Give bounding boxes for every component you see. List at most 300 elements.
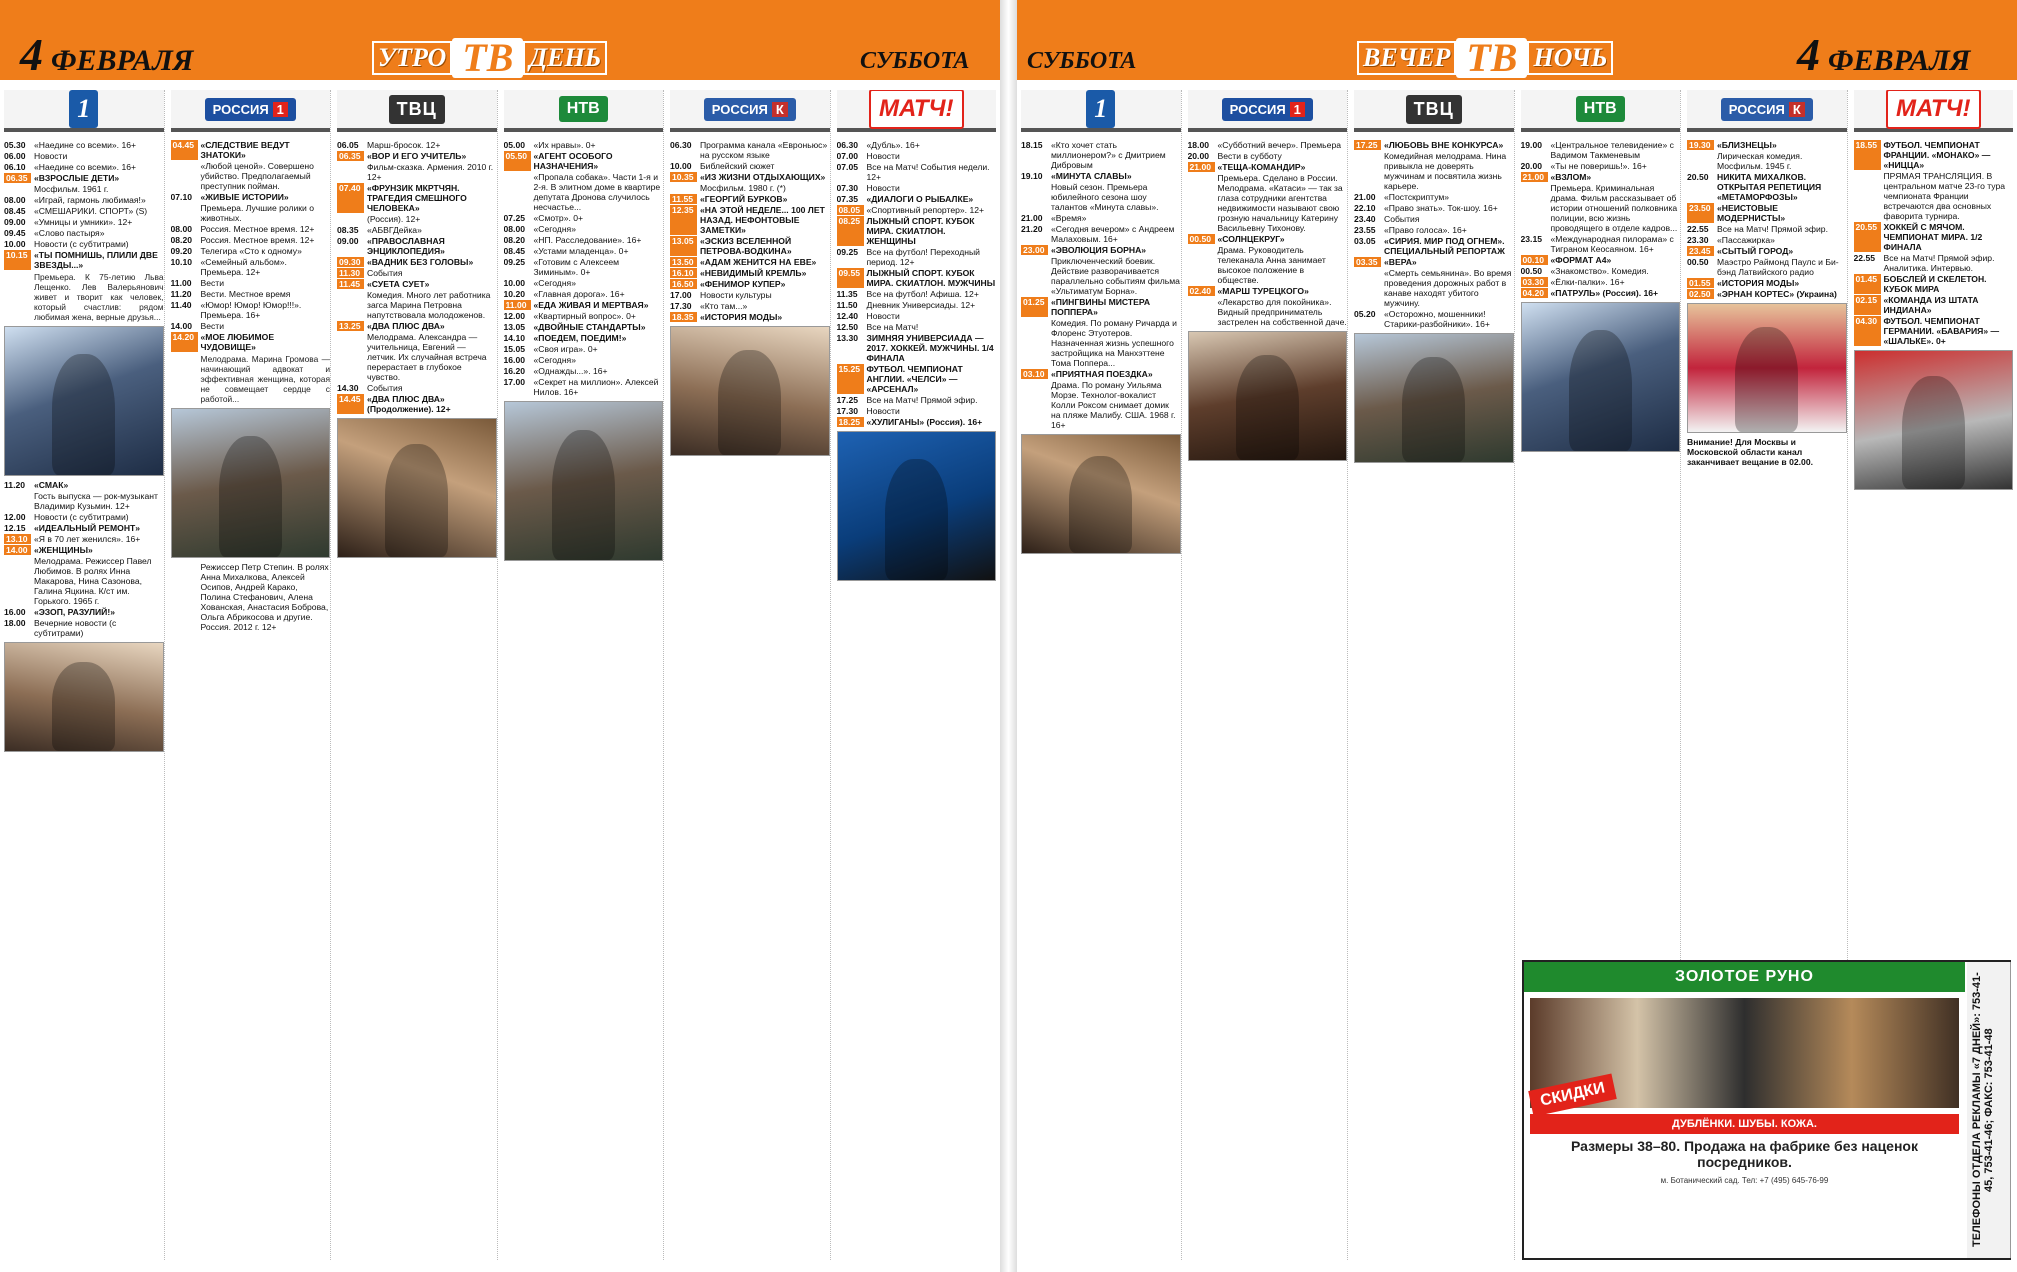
program-time: 08.20 [503, 235, 526, 245]
program-entry [1188, 140, 1348, 150]
program-time: 07.10 [170, 192, 193, 202]
left-weekday: СУББОТА [860, 48, 970, 74]
program-entry [1188, 162, 1348, 172]
program-title: Вечерние новости (с субтитрами) [34, 618, 117, 638]
program-entry [4, 206, 164, 216]
program-time: 18.15 [1021, 140, 1043, 150]
program-entry [4, 545, 164, 555]
program-entry [337, 321, 497, 331]
program-title: «НП. Расследование». 16+ [533, 235, 642, 245]
program-time: 13.25 [337, 321, 364, 331]
program-title: «ПРИЯТНАЯ ПОЕЗДКА» [1051, 369, 1153, 379]
program-time: 03.35 [1354, 257, 1381, 267]
program-title: «НА ЭТОЙ НЕДЕЛЕ... 100 ЛЕТ НАЗАД. НЕФОНТОВЫЕ ЗАМЕТКИ» [700, 205, 825, 235]
program-entry [4, 607, 164, 617]
program-entry [337, 236, 497, 256]
right-banner [1017, 0, 2017, 80]
program-time [1687, 151, 1717, 171]
program-entry [1854, 140, 2014, 170]
program-time: 12.00 [503, 311, 526, 321]
right-weekday: СУББОТА [1027, 48, 1137, 74]
column-russia-k-day [670, 90, 831, 1260]
program-time: 01.45 [1854, 274, 1881, 294]
program-title: ПРЯМАЯ ТРАНСЛЯЦИЯ. В центральном матче 23-го тура чемпионата Франции встречаются два основных фаворита турнира. [1883, 171, 2006, 221]
program-time: 10.15 [4, 250, 31, 270]
program-title: «Сегодня» [533, 355, 576, 365]
film-still-photo [670, 326, 830, 456]
program-entry [670, 172, 830, 182]
program-time: 12.50 [836, 322, 859, 332]
program-time: 20.50 [1687, 172, 1709, 182]
program-entry [504, 140, 664, 150]
program-title: «СЫТЫЙ ГОРОД» [1717, 246, 1794, 256]
program-title: «КОМАНДА ИЗ ШТАТА ИНДИАНА» [1883, 295, 1979, 315]
program-time: 08.00 [503, 224, 526, 234]
program-time: 02.50 [1687, 289, 1714, 299]
program-entry [837, 205, 997, 215]
program-time: 13.10 [4, 534, 31, 544]
program-entry [4, 173, 164, 183]
column-channel-one-evening [1021, 90, 1182, 1260]
program-title: «ЭСКИЗ ВСЕЛЕННОЙ ПЕТРОВА-ВОДКИНА» [700, 236, 792, 256]
program-time: 13.30 [836, 333, 859, 343]
program-entry [1521, 255, 1681, 265]
program-time: 00.10 [1521, 255, 1548, 265]
program-entry [504, 300, 664, 310]
program-entry [1521, 161, 1681, 171]
program-title: «ДИАЛОГИ О РЫБАЛКЕ» [866, 194, 974, 204]
program-entry [1354, 214, 1514, 224]
program-time: 23.15 [1520, 234, 1543, 244]
program-title: «АБВГДейка» [367, 225, 422, 235]
program-title: Вести. Местное время [200, 289, 291, 299]
program-title: Фильм-сказка. Армения. 2010 г. 12+ [367, 162, 494, 182]
program-time: 15.05 [503, 344, 526, 354]
program-title: Новости [866, 406, 900, 416]
program-title: «ФЕНИМОР КУПЕР» [700, 279, 786, 289]
program-title: «Ты не поверишь!». 16+ [1550, 161, 1647, 171]
program-entry [504, 246, 664, 256]
program-title: Новости [34, 151, 68, 161]
program-entry [337, 183, 497, 213]
program-title: Премьера. Лучшие ролики о животных. [200, 203, 315, 223]
ad-sizes-text: Размеры 38–80. Продажа на фабрике без наценок посредников. [1571, 1138, 1918, 1170]
program-entry [1521, 266, 1681, 276]
program-entry [337, 279, 497, 289]
right-date-num: 4 [1797, 29, 1820, 80]
program-entry [1854, 253, 2014, 273]
program-title: «Играй, гармонь любимая!» [34, 195, 146, 205]
logo-tv: ТВ [452, 38, 523, 78]
program-time: 23.45 [1687, 246, 1714, 256]
program-entry [504, 213, 664, 223]
program-title: «ИСТОРИЯ МОДЫ» [700, 312, 783, 322]
program-time: 14.20 [171, 332, 198, 352]
program-time: 17.25 [836, 395, 859, 405]
program-time: 21.20 [1021, 224, 1043, 234]
program-time [4, 184, 34, 194]
program-time: 23.55 [1354, 225, 1376, 235]
program-entry [171, 203, 331, 223]
program-time: 04.20 [1521, 288, 1548, 298]
footballer-photo [837, 431, 997, 581]
program-time: 16.00 [4, 607, 26, 617]
program-entry [1854, 295, 2014, 315]
program-entry [4, 140, 164, 150]
program-time: 05.00 [503, 140, 526, 150]
program-time: 09.25 [836, 247, 859, 257]
ad-brand-logo: ЗОЛОТОЕ РУНО [1524, 962, 1965, 992]
program-entry [1354, 140, 1514, 150]
program-title: БОБСЛЕЙ И СКЕЛЕТОН. КУБОК МИРА [1883, 274, 1987, 294]
program-time: 21.00 [1521, 172, 1548, 182]
program-time: 21.00 [1354, 192, 1376, 202]
program-time: 22.55 [1853, 253, 1876, 263]
program-title: «МОЕ ЛЮБИМОЕ ЧУДОВИЩЕ» [200, 332, 275, 352]
program-entry [1687, 140, 1847, 150]
program-description: Мелодрама. Марина Громова — начинающий адвокат и эффективная женщина, которая не совмещает сердце с работой... [200, 354, 330, 404]
program-time: 16.00 [503, 355, 526, 365]
program-title: «Готовим с Алексеем Зиминым». 0+ [533, 257, 620, 277]
program-entry [4, 184, 164, 194]
tvc-logo: ТВЦ [1354, 90, 1514, 132]
program-time [171, 161, 201, 191]
program-title: Вести в субботу [1217, 151, 1282, 161]
program-title: Драма. Руководитель телеканала Анна занимает высокое положение в обществе. [1217, 245, 1326, 285]
program-entry [1021, 140, 1181, 170]
program-time: 08.00 [4, 195, 26, 205]
program-time: 10.00 [503, 278, 526, 288]
program-entry [1854, 222, 2014, 252]
program-title: «ИДЕАЛЬНЫЙ РЕМОНТ» [34, 523, 141, 533]
program-title: «Центральное телевидение» с Вадимом Такменевым [1550, 140, 1674, 160]
program-time: 11.55 [670, 194, 697, 204]
program-time: 00.50 [1520, 266, 1543, 276]
program-title: Комедийная мелодрама. Нина привыкла не доверять мужчинам и посвятила жизнь карьере. [1384, 151, 1507, 191]
woman-portrait-photo [1687, 303, 1847, 433]
program-entry [837, 268, 997, 288]
program-entry [171, 140, 331, 160]
program-time: 18.35 [670, 312, 697, 322]
program-title: «Право знать». Ток-шоу. 16+ [1384, 203, 1498, 213]
program-time: 04.45 [171, 140, 198, 160]
program-entry [337, 214, 497, 224]
program-time: 03.30 [1521, 277, 1548, 287]
program-entry [837, 162, 997, 182]
program-entry [837, 140, 997, 150]
program-title: Россия. Местное время. 12+ [200, 235, 315, 245]
film-still-photo [337, 418, 497, 558]
program-title: «Их нравы». 0+ [533, 140, 596, 150]
program-time [1188, 173, 1218, 233]
program-title: «Наедине со всеми». 16+ [34, 140, 137, 150]
program-time: 08.45 [4, 206, 26, 216]
program-time: 20.00 [1520, 161, 1543, 171]
program-title: «МИНУТА СЛАВЫ» [1051, 171, 1132, 181]
program-time: 18.25 [837, 417, 864, 427]
broadcast-notice: Внимание! Для Москвы и Московской области канал заканчивает вещание в 02.00. [1687, 437, 1813, 467]
program-time: 04.30 [1854, 316, 1881, 346]
program-title: ЛЫЖНЫЙ СПОРТ. КУБОК МИРА. СКИАТЛОН. МУЖЧИНЫ [866, 268, 996, 288]
program-time [4, 491, 34, 511]
program-entry [1854, 316, 2014, 346]
program-title: Премьера. Криминальная драма. Фильм рассказывает об истории отношений полковника полиции, всю жизнь проводящего в отделе кадров... [1550, 183, 1678, 233]
program-time: 09.55 [837, 268, 864, 288]
program-time: 11.20 [4, 480, 26, 490]
program-title: ФУТБОЛ. ЧЕМПИОНАТ ГЕРМАНИИ. «БАВАРИЯ» — «ШАЛЬКЕ». 0+ [1883, 316, 2000, 346]
film-still-photo [4, 642, 164, 752]
program-entry [1021, 256, 1181, 296]
program-title: Библейский сюжет [700, 161, 775, 171]
program-entry [337, 140, 497, 150]
film-still-photo [171, 408, 331, 558]
program-time: 05.50 [504, 151, 531, 171]
program-entry [670, 279, 830, 289]
program-time [337, 332, 367, 382]
program-entry [1188, 297, 1348, 327]
program-entry [4, 491, 164, 511]
program-time: 16.10 [670, 268, 697, 278]
right-date [1797, 28, 1970, 81]
program-entry [1021, 369, 1181, 379]
program-time: 14.45 [337, 394, 364, 414]
program-time [1021, 318, 1051, 368]
ad-sale-badge: СКИДКИ [1528, 1073, 1617, 1116]
program-time: 05.30 [4, 140, 26, 150]
program-entry [1354, 225, 1514, 235]
program-time: 11.00 [170, 278, 192, 288]
program-entry [1188, 173, 1348, 233]
program-entry [1188, 286, 1348, 296]
program-title: Все на Матч! [866, 322, 919, 332]
program-title: «Семейный альбом». Премьера. 12+ [200, 257, 287, 277]
program-entry [337, 332, 497, 382]
program-time: 11.50 [836, 300, 858, 310]
logo-morning: УТРО [372, 41, 452, 75]
program-entry [1687, 224, 1847, 234]
program-entry [337, 151, 497, 161]
program-entry [670, 236, 830, 256]
program-title: Мелодрама. Режиссер Павел Любимов. В ролях Инна Макарова, Нина Сазонова, Галина Яцкина. К/ст им. Горького. 1965 г. [34, 556, 152, 606]
program-title: «ДВА ПЛЮС ДВА» (Продолжение). 12+ [367, 394, 451, 414]
program-title: Новости [866, 151, 900, 161]
program-entry [1354, 236, 1514, 256]
program-time [1188, 297, 1218, 327]
program-entry [171, 300, 331, 320]
program-title: Комедия. По роману Ричарда и Флоренс Этуотеров. Назначенная жизнь успешного застройщика на Манхэттене Тома Поппера... [1051, 318, 1177, 368]
program-time: 06.10 [4, 162, 26, 172]
russia1-logo: РОССИЯ 1 [1188, 90, 1348, 132]
program-time: 21.00 [1021, 213, 1043, 223]
program-entry [1188, 151, 1348, 161]
program-title: Марш-бросок. 12+ [367, 140, 441, 150]
program-title: «ВЗРОСЛЫЕ ДЕТИ» [34, 173, 120, 183]
program-title: «СЛЕДСТВИЕ ВЕДУТ ЗНАТОКИ» [200, 140, 290, 160]
program-title: Новый сезон. Премьера юбилейного сезона шоу талантов «Минута славы». [1051, 182, 1159, 212]
program-entry [171, 289, 331, 299]
program-entry [504, 289, 664, 299]
program-entry [1021, 245, 1181, 255]
program-entry [171, 257, 331, 277]
ad-address: м. Ботанический сад. Тел: +7 (495) 645-76-99 [1660, 1176, 1829, 1185]
program-title: Комедия. Много лет работника загса Марина Петровна напутствовала молодоженов. [367, 290, 491, 320]
program-title: «Осторожно, мошенники! Старики-разбойники». 16+ [1384, 309, 1490, 329]
program-time: 14.00 [170, 321, 193, 331]
program-entry [504, 278, 664, 288]
program-time [337, 162, 367, 182]
program-title: ХОККЕЙ С МЯЧОМ. ЧЕМПИОНАТ МИРА. 1/2 ФИНАЛА [1883, 222, 1983, 252]
program-time: 10.35 [670, 172, 697, 182]
right-date-month: ФЕВРАЛЯ [1828, 44, 1971, 77]
program-time: 14.30 [337, 383, 359, 393]
program-time: 13.50 [670, 257, 697, 267]
program-time: 08.20 [170, 235, 193, 245]
column-tvc-day [337, 90, 498, 1260]
program-entry [171, 224, 331, 234]
program-title: Лирическая комедия. Мосфильм. 1945 г. [1717, 151, 1803, 171]
page-gutter [1000, 0, 1017, 1272]
program-entry [4, 523, 164, 533]
match-logo: МАТЧ! [837, 90, 997, 132]
program-time: 17.00 [670, 290, 692, 300]
right-page [1017, 0, 2017, 1272]
program-entry [4, 512, 164, 522]
program-title: «Время» [1051, 213, 1087, 223]
program-time: 11.30 [337, 268, 364, 278]
program-entry [504, 322, 664, 332]
match-logo: МАТЧ! [1854, 90, 2014, 132]
program-title: ФУТБОЛ. ЧЕМПИОНАТ ФРАНЦИИ. «МОНАКО» — «НИЦЦА» [1883, 140, 1991, 170]
program-time [4, 556, 34, 606]
logo-day: ДЕНЬ [523, 41, 607, 75]
program-description: Премьера. К 75-летию Льва Лещенко. Лев Валерьянович живет и творит как человек, который счастлив: рядом любимая жена, верные друзья... [34, 272, 164, 322]
logo-night: НОЧЬ [1527, 41, 1613, 75]
program-title: «СИРИЯ. МИР ПОД ОГНЕМ». СПЕЦИАЛЬНЫЙ РЕПОРТАЖ [1384, 236, 1505, 256]
program-title: «ДВОЙНЫЕ СТАНДАРТЫ» [533, 322, 646, 332]
program-title: «АДАМ ЖЕНИТСЯ НА ЕВЕ» [700, 257, 817, 267]
program-time: 16.50 [670, 279, 697, 289]
program-time: 00.50 [1687, 257, 1709, 267]
program-time: 09.45 [4, 228, 26, 238]
program-title: «ЕДА ЖИВАЯ И МЕРТВАЯ» [533, 300, 649, 310]
program-title: Все на футбол! Переходный период. 12+ [866, 247, 980, 267]
program-entry [337, 383, 497, 393]
program-title: События [1384, 214, 1420, 224]
program-time: 08.05 [837, 205, 864, 215]
program-time: 13.05 [670, 236, 697, 256]
program-entry [837, 289, 997, 299]
program-title: «Кто хочет стать миллионером?» с Дмитрием Дибровым [1051, 140, 1166, 170]
program-title: Все на Матч! Прямой эфир. [866, 395, 978, 405]
program-entry [4, 151, 164, 161]
program-title: Режиссер Петр Степин. В ролях Анна Михалкова, Алексей Осипов, Андрей Карако, Полина Стефанович, Алена Хованская, Анастасия Боброва, Ольга Абрикосова и другие. Россия. 2012 г. 12+ [200, 562, 329, 632]
program-entry [171, 235, 331, 245]
program-time: 11.20 [170, 289, 192, 299]
left-tv-logo [372, 35, 607, 80]
program-entry [504, 224, 664, 234]
program-entry [4, 217, 164, 227]
program-title: Премьера. Сделано в России. Мелодрама. «Катаси» — так за глаза сотрудники агентства недвижимости называют свою грозную начальницу Катерину Васильевну Тихонову. [1217, 173, 1343, 233]
left-page [0, 0, 1000, 1272]
program-entry [1021, 171, 1181, 181]
program-time: 03.05 [1354, 236, 1376, 246]
program-title: «БЛИЗНЕЦЫ» [1717, 140, 1777, 150]
program-entry [1021, 297, 1181, 317]
program-time: 02.15 [1854, 295, 1881, 315]
logo-evening: ВЕЧЕР [1357, 41, 1456, 75]
russia1-logo: РОССИЯ 1 [171, 90, 331, 132]
program-time: 17.30 [836, 406, 859, 416]
program-entry [837, 194, 997, 204]
program-title: «ГЕОРГИЙ БУРКОВ» [700, 194, 788, 204]
host-photo [504, 401, 664, 561]
program-entry [504, 257, 664, 277]
program-time: 19.10 [1021, 171, 1043, 181]
program-entry [670, 312, 830, 322]
program-time: 20.55 [1854, 222, 1881, 252]
program-title: «Умницы и умники». 12+ [34, 217, 133, 227]
program-title: «Сегодня вечером» с Андреем Малаховым. 16+ [1051, 224, 1175, 244]
program-time: 11.40 [170, 300, 192, 310]
program-title: «СОЛНЦЕКРУГ» [1217, 234, 1285, 244]
program-entry [1854, 274, 2014, 294]
program-title: Вести [200, 321, 225, 331]
program-time [1354, 151, 1384, 191]
program-title: «АГЕНТ ОСОБОГО НАЗНАЧЕНИЯ» [533, 151, 613, 171]
program-time: 20.00 [1187, 151, 1210, 161]
program-title: «ЭВОЛЮЦИЯ БОРНА» [1051, 245, 1147, 255]
program-title: «Своя игра». 0+ [533, 344, 598, 354]
program-entry [504, 333, 664, 343]
program-time: 06.00 [4, 151, 26, 161]
channel-one-logo: 1 [1021, 90, 1181, 132]
program-entry [504, 172, 664, 212]
program-time: 06.35 [4, 173, 31, 183]
column-tvc-evening [1354, 90, 1515, 1260]
program-time: 21.00 [1188, 162, 1215, 172]
program-entry [337, 394, 497, 414]
program-title: Все на Матч! Прямой эфир. [1717, 224, 1828, 234]
program-time: 06.05 [337, 140, 359, 150]
program-title: «Главная дорога». 16+ [533, 289, 625, 299]
right-tv-logo [1357, 35, 1613, 80]
actress-photo [1188, 331, 1348, 461]
program-entry [504, 344, 664, 354]
program-title: (Россия). 12+ [367, 214, 421, 224]
program-time: 08.00 [170, 224, 193, 234]
program-title: «Спортивный репортер». 12+ [866, 205, 985, 215]
program-title: «Знакомство». Комедия. [1550, 266, 1649, 276]
program-title: «Сегодня» [533, 278, 576, 288]
russia-k-logo: РОССИЯ К [670, 90, 830, 132]
program-title: «Устами младенца». 0+ [533, 246, 629, 256]
program-time: 06.30 [670, 140, 692, 150]
program-title: Все на футбол! Афиша. 12+ [866, 289, 979, 299]
left-date-month: ФЕВРАЛЯ [51, 44, 194, 77]
program-entry [4, 480, 164, 490]
column-ntv-day [504, 90, 665, 1260]
program-title: «ТЫ ПОМНИШЬ, ПЛИЛИ ДВЕ ЗВЕЗДЫ...» [34, 250, 158, 270]
program-title: «ДВА ПЛЮС ДВА» [367, 321, 445, 331]
program-entry [1021, 380, 1181, 430]
program-time: 00.50 [1188, 234, 1215, 244]
program-time: 07.35 [836, 194, 859, 204]
program-title: Все на Матч! События недели. 12+ [866, 162, 990, 182]
program-entry [670, 301, 830, 311]
program-entry [1687, 289, 1847, 299]
program-time: 07.30 [836, 183, 859, 193]
left-date [20, 28, 193, 81]
